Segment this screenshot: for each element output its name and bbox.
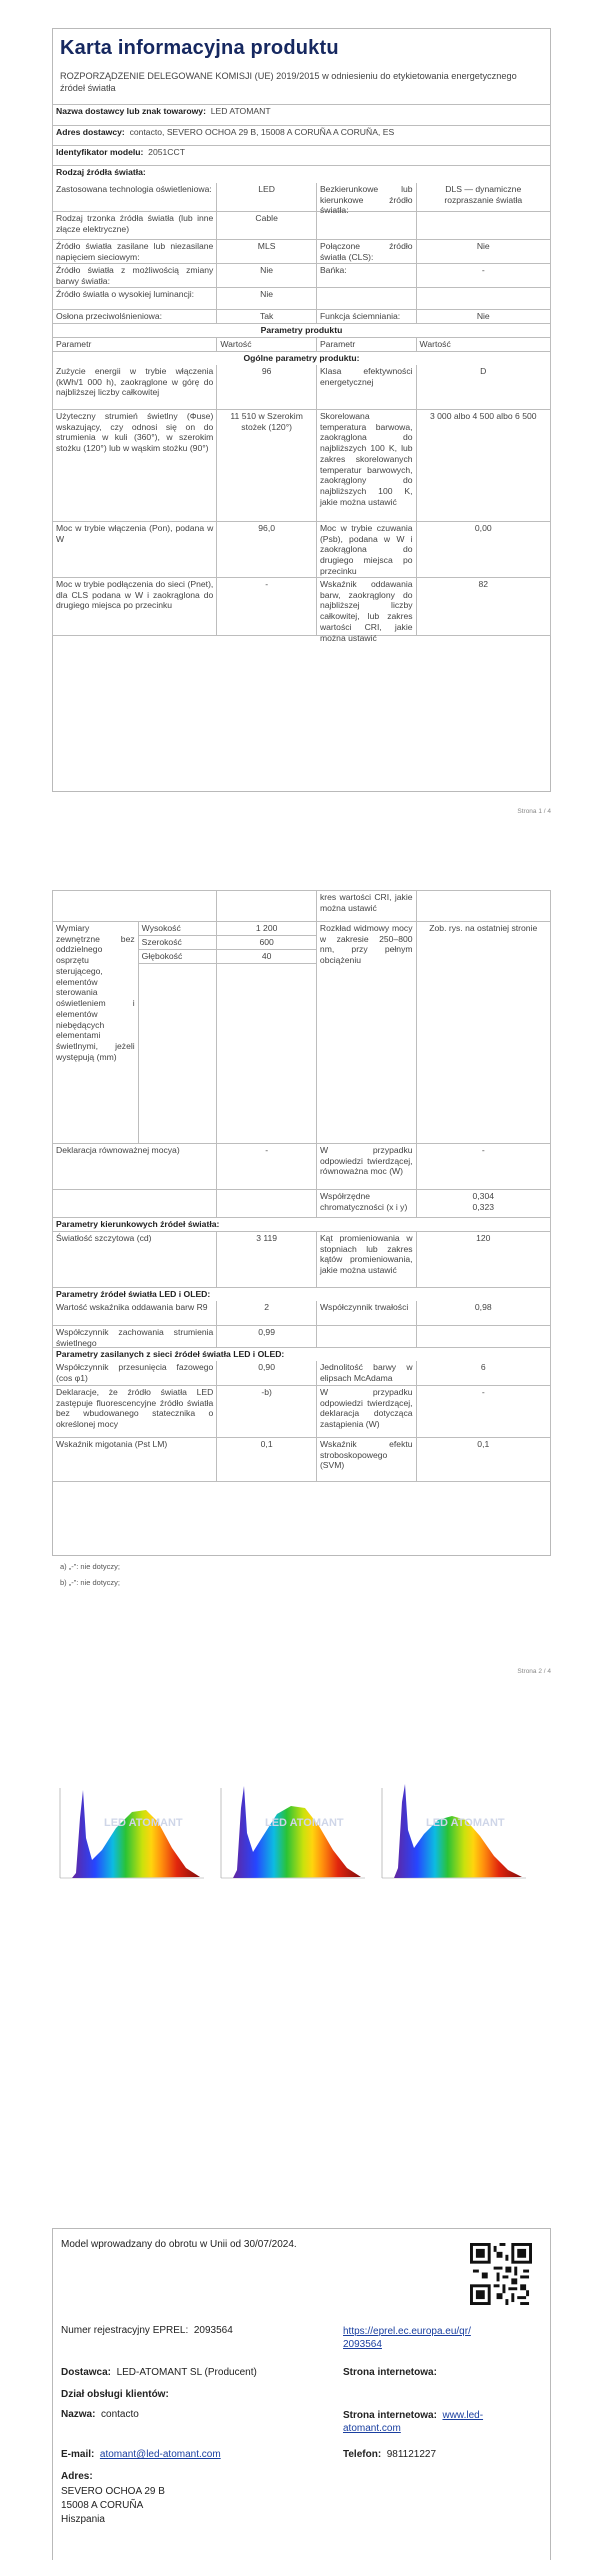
dimension-value: 1 200	[217, 922, 316, 936]
dimensions-row	[53, 921, 550, 1143]
customer-service-label: Dział obsługi klientów:	[61, 2389, 169, 2400]
led-param-row	[53, 1301, 550, 1325]
page-title: Karta informacyjna produktu	[60, 37, 339, 59]
source-type-label-2: Funkcja ściemniania:	[316, 310, 416, 323]
address-row	[53, 126, 550, 145]
mains-param-value: 0,90	[216, 1361, 316, 1385]
led-param-value-2: 0,98	[416, 1301, 550, 1325]
general-param-row	[53, 365, 550, 409]
led-param-label: Wartość wskaźnika oddawania barw R9	[56, 1302, 208, 1312]
source-type-value-2	[416, 212, 550, 239]
mains-param-row	[53, 1361, 550, 1385]
mains-rows	[53, 1361, 550, 1481]
spectral-label: Rozkład widmowy mocy w zakresie 250–800 nm, przy pełnym obciążeniu	[316, 922, 416, 1143]
led-header: Parametry źródeł światła LED i OLED:	[56, 1289, 211, 1299]
chroma-value: 0,304 0,323	[416, 1190, 550, 1217]
address-line: 15008 A CORUÑA	[61, 2500, 144, 2511]
source-type-value-2: DLS — dynamiczne rozpraszanie światła	[416, 183, 550, 211]
mains-param-label: Deklaracje, że źródło światła LED zastępuje fluorescencyjne źródło światła bez wbudowanego statecznika o określonej mocy	[56, 1387, 214, 1430]
chart-watermark: LED ATOMANT	[265, 1817, 344, 1829]
source-type-value: Nie	[216, 264, 316, 287]
led-param-label: Współczynnik zachowania strumienia świetlnego	[56, 1327, 214, 1348]
product-id-table	[52, 104, 551, 643]
dimensions-label: Wymiary zewnętrzne bez oddzielnego osprzętu sterującego, elementów sterowania oświetleniem i elementów niebędących elementami świetlnymi, jeżeli występują (mm)	[56, 923, 135, 1062]
source-type-value-2: -	[416, 264, 550, 287]
model-row	[53, 146, 550, 165]
led-param-value: 0,99	[216, 1326, 316, 1347]
address-label: Adres:	[61, 2471, 93, 2482]
page-number-1: Strona 1 / 4	[517, 808, 551, 815]
phone-value: 981121227	[386, 2449, 437, 2460]
led-param-label-2	[316, 1326, 416, 1347]
beam-angle-value: 120	[416, 1232, 550, 1287]
mains-param-label: Wskaźnik migotania (Pst LM)	[56, 1439, 168, 1449]
source-type-row	[53, 263, 550, 287]
footnote-a: a) „-”: nie dotyczy;	[60, 1562, 121, 1571]
mains-param-label-2: Jednolitość barwy w elipsach McAdama	[316, 1361, 416, 1385]
source-type-row	[53, 183, 550, 216]
general-param-value: 11 510 w Szerokim stożek (120°)	[216, 410, 316, 521]
mains-param-row	[53, 1385, 550, 1437]
general-param-label-2: Moc w trybie czuwania (Psb), podana w W i zaokrąglona do drugiego miejsca po przecinku	[316, 522, 416, 577]
general-rows	[53, 365, 550, 643]
source-type-value: MLS	[216, 240, 316, 263]
source-type-rows	[53, 183, 550, 323]
general-param-label: Moc w trybie podłączenia do sieci (Pnet), dla CLS podana w W i zaokrąglona do drugiego miejsca po przecinku	[56, 579, 214, 611]
dimension-key: Głębokość	[139, 950, 217, 964]
name-label: Nazwa:	[61, 2409, 96, 2420]
led-rows	[53, 1301, 550, 1347]
general-param-label: Użyteczny strumień świetlny (Φuse) wskazujący, czy odnosi się on do strumienia w kuli (360°), w szerokim stożku (120°) lub w wąskim stożku (90°)	[56, 411, 214, 454]
source-type-label: Źródło światła z możliwością zmiany barwy światła:	[56, 265, 214, 286]
website2-label: Strona internetowa:	[343, 2410, 437, 2421]
col-header-param-1: Parametr	[56, 339, 92, 349]
col-header-param-2: Parametr	[316, 338, 416, 351]
mains-param-row	[53, 1437, 550, 1481]
spectrum-chart-3000k	[54, 1778, 206, 1886]
general-param-row	[53, 577, 550, 643]
mains-param-value: -b)	[216, 1386, 316, 1437]
dimension-value: 40	[217, 950, 316, 964]
mains-param-value-2: 6	[416, 1361, 550, 1385]
beam-angle-label: Kąt promieniowania w stopniach lub zakres kątów promieniowania, jakie można ustawić	[316, 1232, 416, 1287]
equiv-value: -	[216, 1144, 316, 1189]
equiv-power-label: W przypadku odpowiedzi twierdzącej, równoważna moc (W)	[316, 1144, 416, 1189]
general-param-value-2: 0,00	[416, 522, 550, 577]
page-2-table	[52, 890, 551, 1482]
dimension-key: Szerokość	[139, 936, 217, 950]
general-param-label-2: Wskaźnik oddawania barw, zaokrąglony do najbliższej liczby całkowitej, lub zakres wartości CRI, jakie można ustawić	[316, 578, 416, 635]
website-link[interactable]: www.led-atomant.com	[343, 2410, 484, 2434]
equiv-label: Deklaracja równoważnej mocya)	[56, 1145, 180, 1155]
source-type-value: LED	[216, 183, 316, 211]
source-type-label-2: Bezkierunkowe lub kierunkowe źródło światła:	[316, 183, 416, 211]
general-param-value: 96	[216, 365, 316, 409]
chroma-label: Współrzędne chromatyczności (x i y)	[316, 1190, 416, 1217]
mains-param-label-2: Wskaźnik efektu stroboskopowego (SVM)	[316, 1438, 416, 1481]
spectrum-chart-6500k	[376, 1778, 528, 1886]
model-value: 2051CCT	[148, 147, 185, 157]
peak-intensity-value: 3 119	[216, 1232, 316, 1287]
general-param-value: -	[216, 578, 316, 635]
name-value: contacto	[101, 2409, 139, 2420]
spectral-value: Zob. rys. na ostatniej stronie	[416, 922, 550, 1143]
dimension-key: Wysokość	[139, 922, 217, 936]
general-header: Ogólne parametry produktu:	[243, 353, 360, 363]
col-header-value-2: Wartość	[416, 338, 550, 351]
source-type-row	[53, 239, 550, 263]
supplier-row	[53, 105, 550, 125]
general-param-value-2: 3 000 albo 4 500 albo 6 500	[416, 410, 550, 521]
led-param-row	[53, 1325, 550, 1347]
phone-label: Telefon:	[343, 2449, 382, 2460]
general-param-label-2: Klasa efektywności energetycznej	[316, 365, 416, 409]
source-type-value: Cable	[216, 212, 316, 239]
source-type-value: Nie	[216, 288, 316, 309]
eprel-value: 2093564	[193, 2325, 233, 2336]
mains-param-label-2: W przypadku odpowiedzi twierdzącej, deklaracja dotycząca zastąpienia (W)	[316, 1386, 416, 1437]
source-type-label-2: Połączone źródło światła (CLS):	[316, 240, 416, 263]
source-type-value: Tak	[216, 310, 316, 323]
email-link[interactable]: atomant@led-atomant.com	[99, 2449, 221, 2460]
website-label: Strona internetowa:	[343, 2367, 437, 2378]
general-param-value: 96,0	[216, 522, 316, 577]
source-type-label: Źródło światła zasilane lub niezasilane napięciem sieciowym:	[56, 241, 214, 262]
general-param-label: Moc w trybie włączenia (Pon), podana w W	[56, 523, 214, 544]
source-type-value-2	[416, 288, 550, 309]
address-line: Hiszpania	[61, 2514, 105, 2525]
source-type-row	[53, 287, 550, 309]
mains-param-value-2: 0,1	[416, 1438, 550, 1481]
source-type-label: Zastosowana technologia oświetleniowa:	[56, 184, 212, 194]
source-type-label: Rodzaj trzonka źródła światła (lub inne złącze elektryczne)	[56, 213, 214, 234]
params-header: Parametry produktu	[260, 325, 343, 335]
source-type-label: Źródło światła o wysokiej luminancji:	[56, 289, 195, 299]
general-param-row	[53, 409, 550, 521]
dimension-value: 600	[217, 936, 316, 950]
registration-card	[52, 2228, 551, 2560]
source-type-row	[53, 309, 550, 323]
mains-param-value: 0,1	[216, 1438, 316, 1481]
general-param-value-2: 82	[416, 578, 550, 635]
footnote-b: b) „-”: nie dotyczy;	[60, 1578, 121, 1587]
mains-param-label: Współczynnik przesunięcia fazowego (cos φ1)	[56, 1362, 214, 1383]
address-value: contacto, SEVERO OCHOA 29 B, 15008 A CORUÑA A CORUÑA, ES	[129, 127, 395, 137]
dealer-value: LED-ATOMANT SL (Producent)	[116, 2367, 257, 2378]
directional-header: Parametry kierunkowych źródeł światła:	[56, 1219, 220, 1229]
page-number-2: Strona 2 / 4	[517, 1668, 551, 1675]
general-param-value-2: D	[416, 365, 550, 409]
cri-continued: kres wartości CRI, jakie można ustawić	[316, 891, 416, 921]
led-param-label-2: Współczynnik trwałości	[316, 1301, 416, 1325]
supplier-value: LED ATOMANT	[210, 106, 271, 116]
source-type-row	[53, 211, 550, 239]
dealer-label: Dostawca:	[61, 2367, 112, 2378]
source-type-label-2	[316, 288, 416, 309]
col-header-value-1: Wartość	[216, 338, 316, 351]
general-param-row	[53, 521, 550, 577]
regulation-text: ROZPORZĄDZENIE DELEGOWANE KOMISJI (UE) 2019/2015 w odniesieniu do etykietowania energetycznego źródeł światła	[60, 71, 517, 94]
peak-intensity-label: Światłość szczytowa (cd)	[56, 1233, 152, 1243]
model-label: Identyfikator modelu:	[56, 147, 144, 157]
eprel-link[interactable]: https://eprel.ec.europa.eu/qr/2093564	[343, 2326, 471, 2350]
mains-param-value-2: -	[416, 1386, 550, 1437]
source-type-label: Osłona przeciwolśnieniowa:	[56, 311, 163, 321]
source-type-header: Rodzaj źródła światła:	[56, 167, 146, 177]
led-param-value-2	[416, 1326, 550, 1347]
chart-watermark: LED ATOMANT	[426, 1817, 505, 1829]
led-param-value: 2	[216, 1301, 316, 1325]
eprel-label: Numer rejestracyjny EPREL:	[61, 2325, 189, 2336]
equiv-power-value: -	[416, 1144, 550, 1189]
email-label: E-mail:	[61, 2449, 95, 2460]
supplier-label: Nazwa dostawcy lub znak towarowy:	[56, 106, 206, 116]
address-label: Adres dostawcy:	[56, 127, 125, 137]
general-param-label-2: Skorelowana temperatura barwowa, zaokrąglona do najbliższych 100 K, lub zakres skorelowanych temperatur barwowych, zaokrąglony do najbliższych 100 K, jakie można ustawić	[316, 410, 416, 521]
general-param-label: Zużycie energii w trybie włączenia (kWh/1 000 h), zaokrąglone w górę do najbliższej liczby całkowitej	[56, 366, 214, 398]
chart-watermark: LED ATOMANT	[104, 1817, 183, 1829]
source-type-label-2	[316, 212, 416, 239]
qr-code-icon	[470, 2243, 532, 2305]
source-type-value-2: Nie	[416, 240, 550, 263]
market-text: Model wprowadzany do obrotu w Unii od 30/07/2024.	[61, 2239, 297, 2250]
source-type-value-2: Nie	[416, 310, 550, 323]
spectrum-chart-4500k	[215, 1778, 367, 1886]
mains-header: Parametry zasilanych z sieci źródeł światła LED i OLED:	[56, 1349, 285, 1359]
source-type-label-2: Bańka:	[316, 264, 416, 287]
address-line: SEVERO OCHOA 29 B	[61, 2486, 165, 2497]
